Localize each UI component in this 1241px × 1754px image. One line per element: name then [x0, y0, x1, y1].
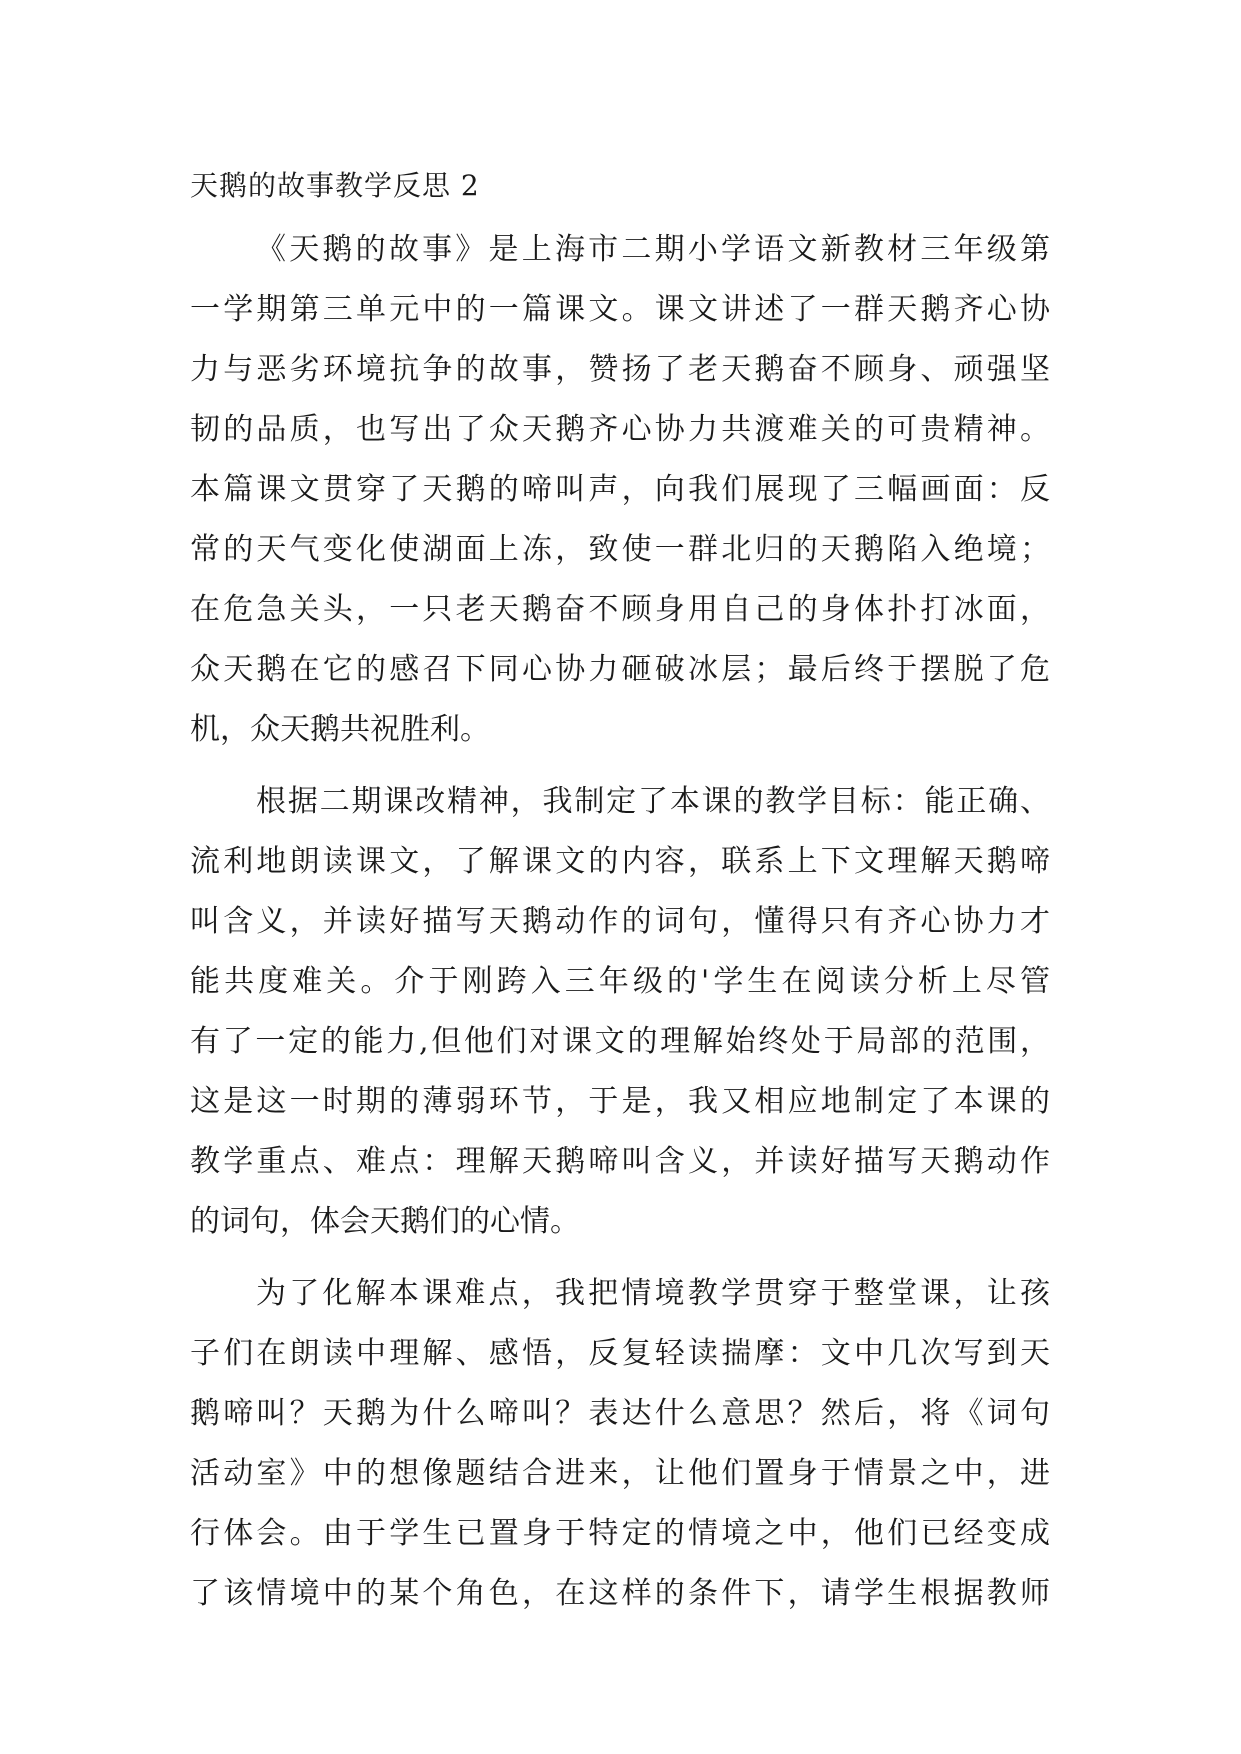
- text-line: 韧的品质，也写出了众天鹅齐心协力共渡难关的可贵精神。: [190, 412, 1050, 447]
- text-line: 行体会。由于学生已置身于特定的情境之中，他们已经变成: [190, 1516, 1050, 1551]
- text-line: 流利地朗读课文，了解课文的内容，联系上下文理解天鹅啼: [190, 844, 1050, 879]
- text-line: 了该情境中的某个角色，在这样的条件下，请学生根据教师: [190, 1576, 1050, 1611]
- text-line: 根据二期课改精神，我制定了本课的教学目标：能正确、: [256, 784, 1050, 819]
- document-body: [190, 220, 1050, 1636]
- text-line: 在危急关头，一只老天鹅奋不顾身用自己的身体扑打冰面，: [190, 592, 1050, 627]
- text-line: 众天鹅在它的感召下同心协力砸破冰层；最后终于摆脱了危: [190, 652, 1050, 687]
- text-line: 机，众天鹅共祝胜利。: [190, 712, 490, 747]
- text-line: 为了化解本课难点，我把情境教学贯穿于整堂课，让孩: [256, 1276, 1050, 1311]
- text-line: 叫含义，并读好描写天鹅动作的词句，懂得只有齐心协力才: [190, 904, 1050, 939]
- paragraph-3: [190, 1264, 1050, 1624]
- text-line: 教学重点、难点：理解天鹅啼叫含义，并读好描写天鹅动作: [190, 1144, 1050, 1179]
- text-line: 力与恶劣环境抗争的故事，赞扬了老天鹅奋不顾身、顽强坚: [190, 352, 1050, 387]
- text-line: 子们在朗读中理解、感悟，反复轻读揣摩：文中几次写到天: [190, 1336, 1050, 1371]
- text-line: 有了一定的能力,但他们对课文的理解始终处于局部的范围，: [190, 1024, 1050, 1059]
- text-line: 鹅啼叫？天鹅为什么啼叫？表达什么意思？然后，将《词句: [190, 1396, 1050, 1431]
- paragraph-2: [190, 772, 1050, 1252]
- text-line: 常的天气变化使湖面上冻，致使一群北归的天鹅陷入绝境；: [190, 532, 1050, 567]
- text-line: 一学期第三单元中的一篇课文。课文讲述了一群天鹅齐心协: [190, 292, 1050, 327]
- text-line: 的词句，体会天鹅们的心情。: [190, 1204, 580, 1239]
- paragraph-1: [190, 220, 1050, 760]
- text-line: 这是这一时期的薄弱环节，于是，我又相应地制定了本课的: [190, 1084, 1050, 1119]
- document-title: 天鹅的故事教学反思 2: [190, 169, 480, 202]
- text-line: 《天鹅的故事》是上海市二期小学语文新教材三年级第: [256, 232, 1050, 267]
- text-line: 本篇课文贯穿了天鹅的啼叫声，向我们展现了三幅画面：反: [190, 472, 1050, 507]
- text-line: 能共度难关。介于刚跨入三年级的'学生在阅读分析上尽管: [190, 964, 1050, 999]
- text-line: 活动室》中的想像题结合进来，让他们置身于情景之中，进: [190, 1456, 1050, 1491]
